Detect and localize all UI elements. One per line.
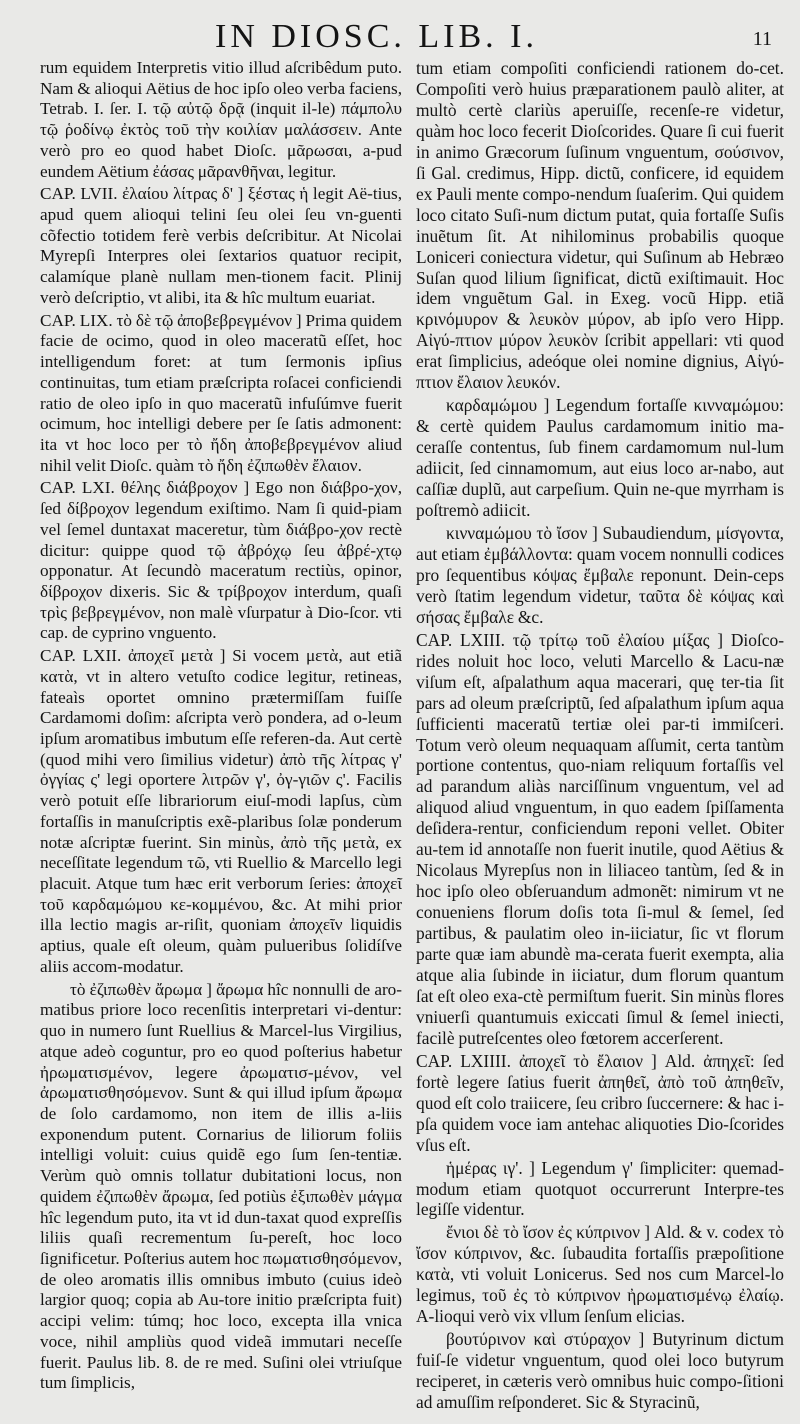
- commentary-paragraph: CAP. LVII. ἐλαίου λίτρας δ' ] ξέστας ἡ legit Aë-tius, apud quem alioqui telini ſeu olei ſeu vn-guenti cõfectio totidem ferè verbis deſcribitur. At Nicolai Myrepſi Interpres olei ſextarios quatuor recipit, calamíque planè nullam men-tionem facit. Plinij verò deſcriptio, vt alibi, ita & hîc multum euariat.: [40, 184, 402, 307]
- commentary-paragraph: CAP. LXII. ἀποχεῖ μετὰ ] Si vocem μετὰ, aut etiã κατὰ, vt in altero vetuſto codice legitur, retineas, fateaìs oportet omnino prætermiſſam fuiſſe Cardamomi doſim: aſcripta verò pondera, ad o-leum ipſum aromatibus imbutum eſſe referen-da. Aut certè (quod mihi vero ſimilius videtur) ἀπὸ τῆς λίτρας γ' ὀγγίας ς' legi oportere λιτρῶν γ', ὀγ-γιῶν ς'. Facilis verò potuit eſſe librariorum eiuſ-modi lapſus, cùm fortaſſis in manuſcriptis exẽ-plaribus ſolæ ponderum notæ aſcriptæ fuerint. Sin minùs, ἀπὸ τῆς μετὰ, ex neceſſitate legendum τῶ, vti Ruellio & Marcello legi placuit. Atque tum hæc erit verborum ſeries: ἀποχεῖ τοῦ καρδαμώμου κε-κομμένου, &c. At mihi prior illa lectio magis ar-riſit, quoniam ἀποχεῖν liquidis aptius, quale eſt oleum, quàm pulueribus ſolidíſve aliis accom-modatur.: [40, 646, 402, 976]
- commentary-paragraph: CAP. LXIIII. ἀποχεῖ τὸ ἔλαιον ] Ald. ἀπηχεῖ: ſed fortè legere ſatius fuerit ἀπηθεῖ, ἀπὸ τοῦ ἀπηθεῖν, quod eſt colo traiicere, ſeu cribro ſuccernere: & hac i-pſa quidem voce iam antehac aliquoties Dio-ſcorides vſus eſt.: [416, 1050, 784, 1155]
- page-number: 11: [752, 28, 772, 50]
- commentary-paragraph: κινναμώμου τὸ ἴσον ] Subaudiendum, μίσγοντα, aut etiam ἐμβάλλοντα: quam vocem nonnulli codices pro ſequentibus κόψας ἔμβαλε reponunt. Dein-ceps verò ſtatim legendum videtur, ταῦτα δὲ κόψας καὶ σήσας ἔμβαλε &c.: [416, 522, 784, 627]
- commentary-paragraph: CAP. LIX. τὸ δὲ τῷ ἀποβεβρεγμένον ] Prima quidem facie de ocimo, quod in oleo maceratũ eſſet, hoc intelligendum foret: at tum ſermonis ipſius continuitas, tum etiam præſcripta roſacei conficiendi ratio de oleo ipſo in quo maceratũ infuſúmve fuerit ocimum, hoc intelligi debere per ſe ſatis admonent: ita vt hoc loco per τὸ ἤδη ἀποβεβρεγμένον aliud nihil velit Dioſc. quàm τὸ ἤδη ἐζιπωθὲν ἔλαιον.: [40, 310, 402, 475]
- commentary-paragraph: tum etiam compoſiti conficiendi rationem do-cet. Compoſiti verò huius præparationem paulò aliter, at multò certè clariùs aperuiſſe, recenſe-re videtur, quàm hoc loco fecerit Dioſcorides. Quare ſi cui fuerit in animo Græcorum ſuſinum vnguentum, σούσινον, ſi Gal. credimus, Hipp. dictũ, conficere, id equidem ex Pauli mente compo-nendum ſuaſerim. Qui quidem loco citato Suſi-num dictum putat, quia fortaſſe Suſis inuẽtum ſit. At nihilominus probabilis quoque Loniceri coniectura videtur, qui Suſinum ab Hebræo Suſan quod lilium ſignificat, dictũ exiſtimauit. Hoc idem vnguẽtum Gal. in Exeg. vocũ Hipp. etiã κρινόμυρον & λευκὸν μύρον, ab ipſo vero Hipp. Αἰγύ-πτιον μύρον λευκὸν ſcribit appellari: vti quod erat ſimplicius, adeóque olei nomine dignius, Αἰγύ-πτιον ἔλαιον λευκόν.: [416, 58, 784, 393]
- right-column: [416, 58, 784, 1415]
- commentary-paragraph: ἡμέρας ιγ'. ] Legendum γ' ſimpliciter: quemad-modum etiam quotquot occurrerunt Interpre-tes legiſſe videntur.: [416, 1157, 784, 1220]
- commentary-paragraph: CAP. LXI. θέλης διάβροχον ] Ego non διάβρο-χον, ſed δίβροχον legendum exiſtimo. Nam ſi quid-piam vel ſemel duntaxat maceretur, tùm διάβρο-χον rectè dicitur: quippe quod τῷ ἀβρόχῳ ſeu ἀβρέ-χτῳ opponatur. At ſecundò maceratum rectiùs, opinor, δίβροχον dixeris. Sic & τρίβροχον interdum, quaſi τρὶς βεβρεγμένον, non malè vſurpatur à Dio-ſcor. vti cap. de cyprino vnguento.: [40, 478, 402, 643]
- page-header: [0, 18, 800, 58]
- running-title: IN DIOSC. LIB. I.: [215, 18, 538, 55]
- commentary-paragraph: CAP. LXIII. τῷ τρίτῳ τοῦ ἐλαίου μίξας ] Dioſco-rides noluit hoc loco, veluti Marcello & Lacu-næ viſum eſt, aſpalathum aqua macerari, quę ter-tia ſit pars ad oleum præſcriptũ, ſed aſpalathum ipſum aqua ſufficienti maceratũ tertiæ olei par-ti immiſceri. Totum verò oleum nequaquam aſſumit, certa tantùm portione contentus, quo-niam reliquum fortaſſis vel ad parandum aliàs narciſſinum vnguentum, vel ad aliquod aliud vnguentum, in quo eadem ſpiſſamenta deſidera-rentur, conficiendum reponi vellet. Obiter au-tem id annotaſſe non fuerit inutile, quod Aëtius & Nicolaus Myrepſus non in liliaceo tantùm, ſed & in hoc ipſo oleo obſeruandum admonẽt: nimirum vt ne conueniens florum doſis tota ſi-mul & ſemel, ſed partibus, & paulatim oleo in-iiciatur, ſic vt florum parte quæ iam abundè ma-cerata fuerit exempta, alia atque alia ſubinde in iiciatur, dum florum quantum ſat eſt oleo exa-ctè permiſtum fuerit. Sin minùs flores vniuerſi quantumuis exiccati ſimul & ſemel iniecti, facilè putreſcentes oleo fœtorem accerſerent.: [416, 629, 784, 1048]
- commentary-paragraph: ἔνιοι δὲ τὸ ἴσον ἐς κύπρινον ] Ald. & v. codex τὸ ἴσον κύπρινον, &c. ſubaudita fortaſſis præpoſitione κατὰ, vti voluit Lonicerus. Sed nos cum Marcel-lo legimus, τοῦ ἐς τὸ κύπρινον ἠρωματισμένῳ ἐλαίῳ. A-lioqui verò vix vllum ſenſum elicias.: [416, 1222, 784, 1327]
- commentary-paragraph: καρδαμώμου ] Legendum fortaſſe κινναμώμου: & certè quidem Paulus cardamomum initio ma-ceraſſe contentus, ſub finem cardamomum nul-lum adiicit, ſed cinnamomum, aut eius loco ar-nabo, aut caſſiæ duplũ, aut carpeſium. Quin ne-que myrrham is poſtremò adiicit.: [416, 395, 784, 521]
- left-column: [40, 58, 402, 1396]
- commentary-paragraph: τὸ ἐζιπωθὲν ἄρωμα ] ἄρωμα hîc nonnulli de aro-matibus priore loco recenſitis interpretari vi-dentur: quo in numero ſunt Ruellius & Marcel-lus Virgilius, atque adeò coguntur, pro eo quod poſterius habetur ἠρωματισμένον, legere ἀρωματισ-μένον, vel ἀρωματισθησόμενον. Sunt & qui illud ipſum ἄρωμα de ſolo cardamomo, non item de illis a-liis exponendum putent. Cornarius de liliorum foliis intelligi voluit: cuius quidẽ ego ſum ſen-tentiæ. Verùm quò omnis tollatur dubitationi locus, non quidem ἐζιπωθὲν ἄρωμα, ſed potiùs ἐξιπωθὲν μάγμα hîc legendum puto, ita vt id dun-taxat quod expreſſis liliis quaſi recrementum ſu-pereſt, hoc loco ſignificetur. Poſterius autem hoc πωματισθησόμενον, de oleo aromatis illis omnibus imbuto (cuius ideò largior quoq; copia ab Au-tore initio præſcripta fuit) accipi velim: túmq; hoc loco, excepta illa vnica voce, nihil ampliùs quod videã immutari neceſſe fuerit. Paulus lib. 8. de re med. Suſini olei vtriuſque tum ſimplicis,: [40, 979, 402, 1393]
- commentary-paragraph: βουτύρινον καὶ στύραχον ] Butyrinum dictum fuiſ-ſe videtur vnguentum, quod olei loco butyrum reciperet, in cæteris verò omnibus huic compo-ſitioni ad amuſſim reſponderet. Sic & Styracinũ,: [416, 1329, 784, 1413]
- commentary-paragraph: rum equidem Interpretis vitio illud aſcribêdum puto. Nam & alioqui Aëtius de hoc ipſo oleo verba faciens, Tetrab. I. ſer. I. τῷ αὐτῷ δρᾷ (inquit il-le) πάμπολυ τῷ ῥοδίνῳ ἐκτὸς τοῦ τὴν κοιλίαν μαλάσσειν. Ante verò pro eo quod habet Dioſc. μᾶρωσαι, a-pud eundem Aëtium ἐάσας μᾶρανθῆναι, legitur.: [40, 58, 402, 181]
